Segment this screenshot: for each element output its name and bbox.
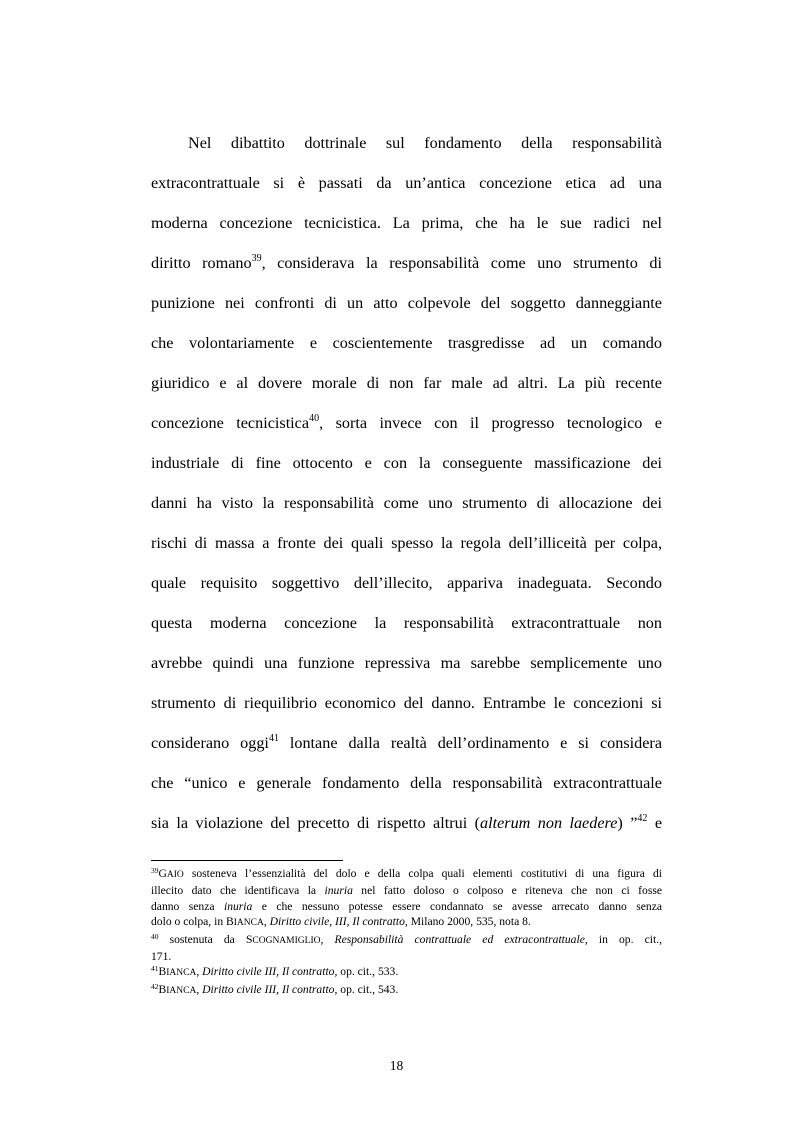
footnote-text: danno senza <box>151 899 224 913</box>
text-span: diritto romano <box>151 254 252 272</box>
footnote-mark: 42 <box>151 981 159 991</box>
footnote-ref-40[interactable]: 40 <box>309 413 320 424</box>
book-title: Diritto civile III, Il contratto <box>202 965 335 979</box>
text-line <box>151 243 662 283</box>
book-title: Diritto civile III, Il contratto <box>202 982 335 996</box>
latin-term: inuria <box>324 884 353 898</box>
footnote-text: , <box>263 915 270 929</box>
footnote-39-line <box>151 914 662 931</box>
text-span: avrebbe quindi una funzione repressiva ma sarebbe semplicemente uno <box>151 654 662 672</box>
text-span: e <box>647 814 663 832</box>
footnote-text: illecito dato che identificava la <box>151 884 325 898</box>
text-span: sia la violazione del precetto di rispetto altrui ( <box>151 814 480 832</box>
text-line <box>151 443 662 483</box>
text-line <box>151 643 662 683</box>
footnote-39-line <box>151 899 662 914</box>
author-smallcaps: IANCA <box>166 985 197 996</box>
text-line <box>151 523 662 563</box>
footnote-text: , <box>196 965 203 979</box>
book-title: Responsabilità contrattuale ed extracontrattuale <box>334 932 585 946</box>
author-smallcaps: AIO <box>166 870 184 880</box>
text-line <box>151 283 662 323</box>
footnote-39 <box>151 866 662 883</box>
footnote-ref-42[interactable]: 42 <box>637 813 648 824</box>
text-span: punizione nei confronti di un atto colpevole del soggetto danneggiante <box>151 294 662 312</box>
text-span: moderna concezione tecnicistica. La prima, che ha le sue radici nel <box>151 214 662 232</box>
text-line <box>151 603 662 643</box>
footnote-text: , op. cit., 533. <box>334 965 399 979</box>
footnote-text: , in op. cit., <box>584 932 662 946</box>
text-line <box>151 483 662 523</box>
text-line <box>151 123 662 163</box>
footnote-41 <box>151 964 662 981</box>
text-span: , sorta invece con il progresso tecnologico e <box>319 414 662 432</box>
author-smallcaps: IANCA <box>233 918 264 929</box>
footnote-text: nel fatto doloso o colposo e riteneva che non ci fosse <box>352 884 663 898</box>
text-span: che volontariamente e coscientemente trasgredisse ad un comando <box>151 334 662 352</box>
text-line <box>151 803 662 843</box>
text-line <box>151 763 662 803</box>
footnote-separator <box>151 860 343 861</box>
author-initial: B <box>158 982 167 996</box>
text-span: industriale di fine ottocento e con la conseguente massificazione dei <box>151 454 662 472</box>
author-smallcaps: COGNAMIGLIO <box>252 935 321 946</box>
text-line <box>151 683 662 723</box>
footnote-text: sostenuta da <box>158 932 246 946</box>
author-initial: B <box>226 915 234 929</box>
footnote-text: e che nessuno potesse essere condannato se avesse arrecato danno senza <box>252 899 662 913</box>
footnote-40 <box>151 932 662 949</box>
footnote-text: , op. cit., 543. <box>334 982 399 996</box>
text-span: strumento di riequilibrio economico del danno. Entrambe le concezioni si <box>151 694 662 712</box>
text-line <box>151 563 662 603</box>
footnotes <box>151 866 662 999</box>
footnote-mark: 39 <box>151 866 159 875</box>
text-line <box>151 723 662 763</box>
page-number: 18 <box>389 1058 404 1073</box>
footnote-mark: 40 <box>151 931 159 941</box>
text-span: rischi di massa a fronte dei quali spesso la regola dell’illiceità per colpa, <box>151 534 662 552</box>
text-span: considerano oggi <box>151 734 269 752</box>
footnote-text: Milano 2000, 535, nota 8. <box>407 915 531 929</box>
footnote-text: , <box>196 982 203 996</box>
footnote-42 <box>151 982 662 999</box>
author-initial: G <box>158 867 167 880</box>
footnote-text: 171. <box>151 950 172 964</box>
text-line <box>151 323 662 363</box>
footnote-ref-39[interactable]: 39 <box>251 253 262 264</box>
author-initial: B <box>158 965 167 979</box>
footnote-ref-41[interactable]: 41 <box>268 733 279 744</box>
text-span: Nel dibattito dottrinale sul fondamento della responsabilità <box>188 134 662 152</box>
latin-term: inuria <box>223 899 253 913</box>
text-line <box>151 363 662 403</box>
main-text <box>151 123 662 843</box>
text-span: danni ha visto la responsabilità come uno strumento di allocazione dei <box>151 494 662 512</box>
text-line <box>151 163 662 203</box>
book-title: Diritto civile, III, Il contratto, <box>269 915 408 929</box>
author-initial: S <box>245 932 253 946</box>
footnote-40-line <box>151 949 662 964</box>
author-smallcaps: IANCA <box>166 968 197 979</box>
text-span: quale requisito soggettivo dell’illecito, appariva inadeguata. Secondo <box>151 574 662 592</box>
footnote-text: dolo o colpa, in <box>151 915 227 929</box>
text-span: lontane dalla realtà dell’ordinamento e si considera <box>278 734 662 752</box>
text-span: concezione tecnicistica <box>151 414 310 432</box>
text-span: che “unico e generale fondamento della responsabilità extracontrattuale <box>151 774 662 792</box>
text-span: ) ” <box>617 814 638 832</box>
text-span: giuridico e al dovere morale di non far male ad altri. La più recente <box>151 374 662 392</box>
text-line <box>151 403 662 443</box>
footnote-mark: 41 <box>151 964 159 974</box>
text-span: , considerava la responsabilità come uno strumento di <box>261 254 662 272</box>
footnote-39-line <box>151 883 662 898</box>
text-span: extracontrattuale si è passati da un’antica concezione etica ad una <box>151 174 662 192</box>
latin-phrase: alterum non laedere <box>480 814 618 832</box>
text-span: questa moderna concezione la responsabilità extracontrattuale non <box>151 614 662 632</box>
text-line <box>151 203 662 243</box>
footnote-text: , <box>320 932 335 946</box>
footnote-text: sosteneva l’essenzialità del dolo e della colpa quali elementi costitutivi di una figura di <box>183 867 662 880</box>
